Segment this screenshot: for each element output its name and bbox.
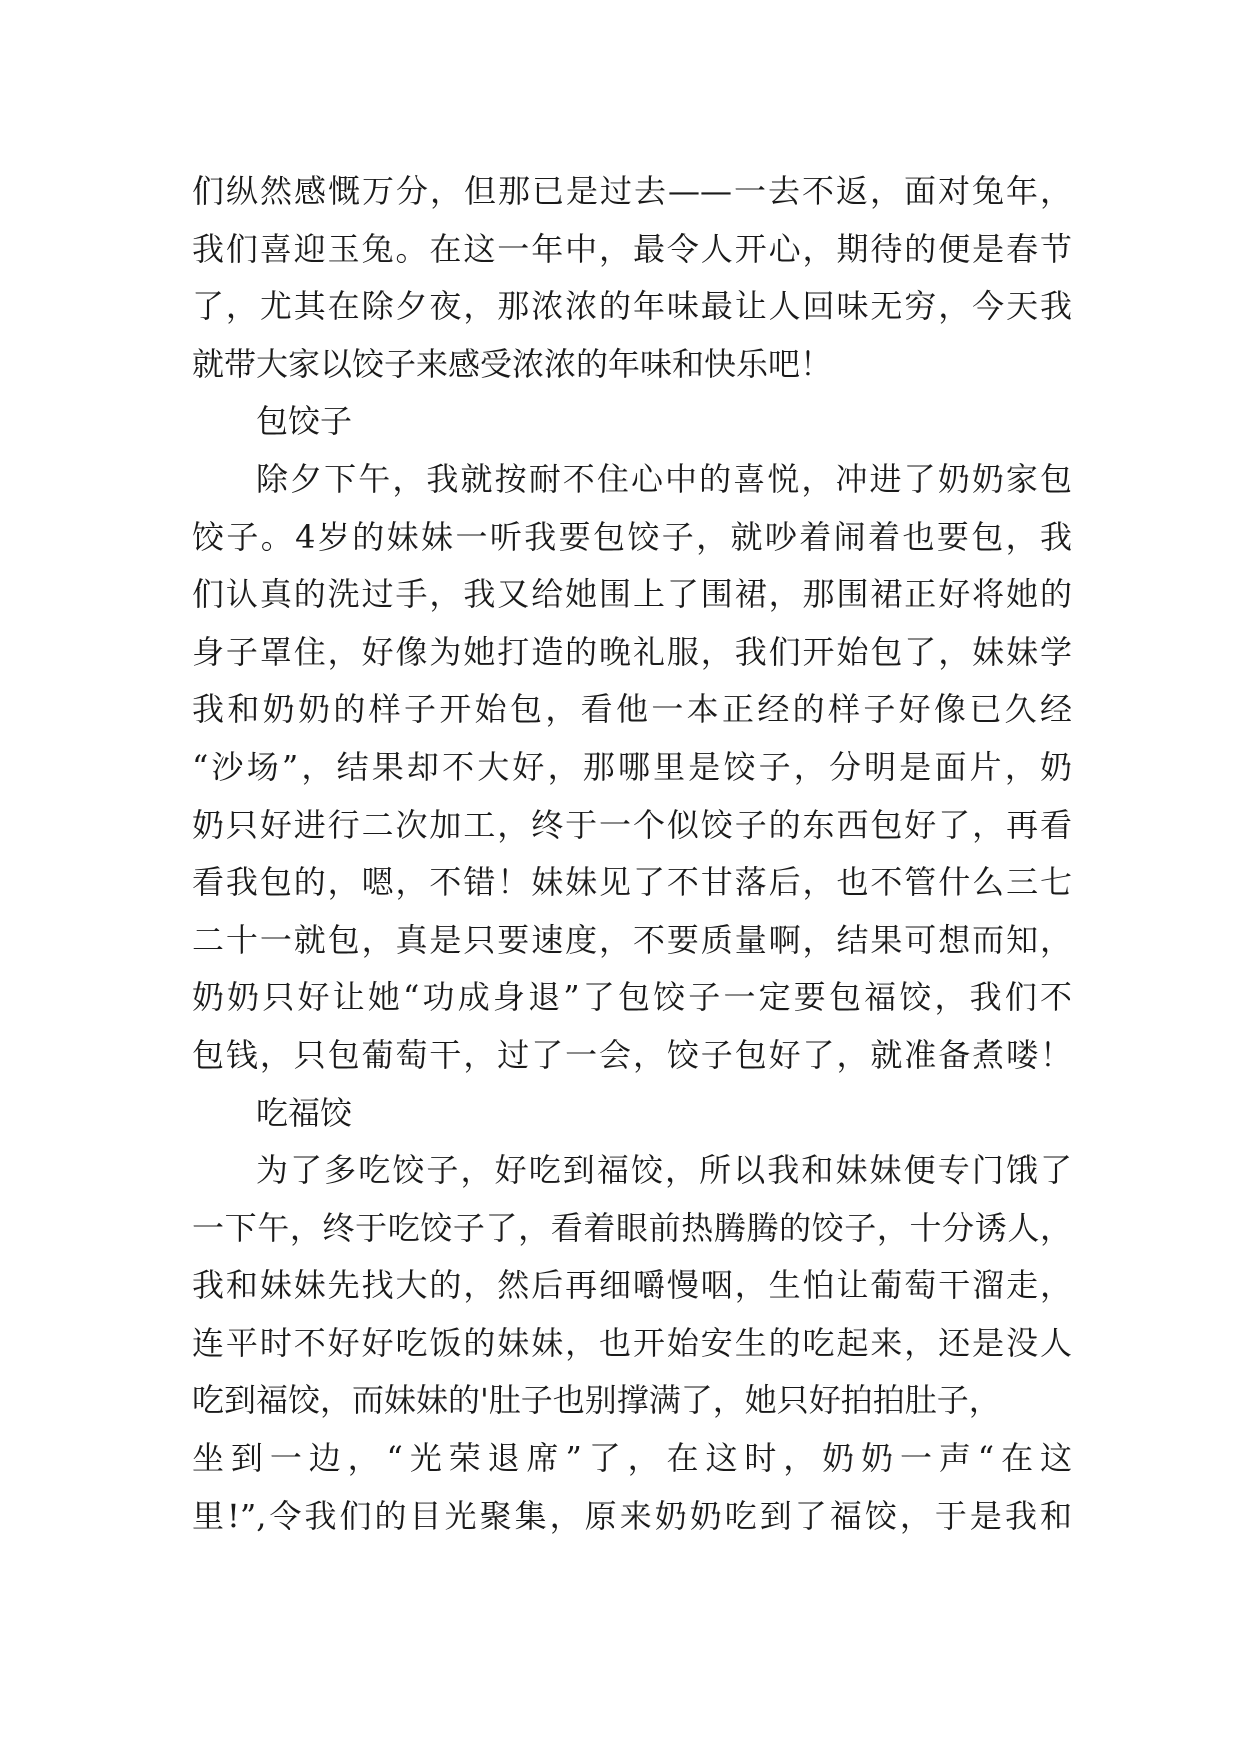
document-body: [192, 163, 1072, 1545]
text-line: 包钱，只包葡萄干，过了一会，饺子包好了，就准备煮喽！: [192, 1035, 1072, 1074]
text-line: “沙场”，结果却不大好，那哪里是饺子，分明是面片，奶: [192, 747, 1072, 786]
text-line: 我们喜迎玉兔。在这一年中，最令人开心，期待的便是春节: [192, 229, 1072, 268]
text-line: 奶奶只好让她“功成身退”了包饺子一定要包福饺，我们不: [192, 978, 1072, 1017]
text-line: 我和奶奶的样子开始包，看他一本正经的样子好像已久经: [192, 690, 1072, 729]
text-line: 二十一就包，真是只要速度，不要质量啊，结果可想而知，: [192, 920, 1072, 959]
section-heading: 吃福饺: [256, 1093, 353, 1132]
text-line: 我和妹妹先找大的，然后再细嚼慢咽，生怕让葡萄干溜走，: [192, 1266, 1072, 1305]
text-line: 饺子。4岁的妹妹一听我要包饺子，就吵着闹着也要包，我: [192, 517, 1072, 556]
text-line: 看我包的，嗯，不错！妹妹见了不甘落后，也不管什么三七: [192, 863, 1072, 902]
text-line: 身子罩住，好像为她打造的晚礼服，我们开始包了，妹妹学: [192, 632, 1072, 671]
text-line: 为了多吃饺子，好吃到福饺，所以我和妹妹便专门饿了: [256, 1151, 1072, 1190]
text-line: 连平时不好好吃饭的妹妹，也开始安生的吃起来，还是没人: [192, 1323, 1072, 1362]
text-line: 了，尤其在除夕夜，那浓浓的年味最让人回味无穷，今天我: [192, 287, 1072, 326]
text-line: 坐到一边，“光荣退席”了，在这时，奶奶一声“在这: [192, 1439, 1072, 1478]
text-line: 吃到福饺，而妹妹的'肚子也别撑满了，她只好拍拍肚子，: [192, 1381, 1001, 1420]
text-line: 们认真的洗过手，我又给她围上了围裙，那围裙正好将她的: [192, 575, 1072, 614]
section-heading: 包饺子: [256, 402, 353, 441]
text-line: 除夕下午，我就按耐不住心中的喜悦，冲进了奶奶家包: [256, 459, 1072, 498]
text-line: 们纵然感慨万分，但那已是过去——一去不返，面对兔年，: [192, 172, 1072, 210]
text-line: 里!”,令我们的目光聚集，原来奶奶吃到了福饺，于是我和: [192, 1496, 1072, 1535]
text-line: 一下午，终于吃饺子了，看着眼前热腾腾的饺子，十分诱人，: [192, 1208, 1072, 1247]
text-line: 就带大家以饺子来感受浓浓的年味和快乐吧！: [192, 344, 833, 383]
text-line: 奶只好进行二次加工，终于一个似饺子的东西包好了，再看: [192, 805, 1072, 844]
